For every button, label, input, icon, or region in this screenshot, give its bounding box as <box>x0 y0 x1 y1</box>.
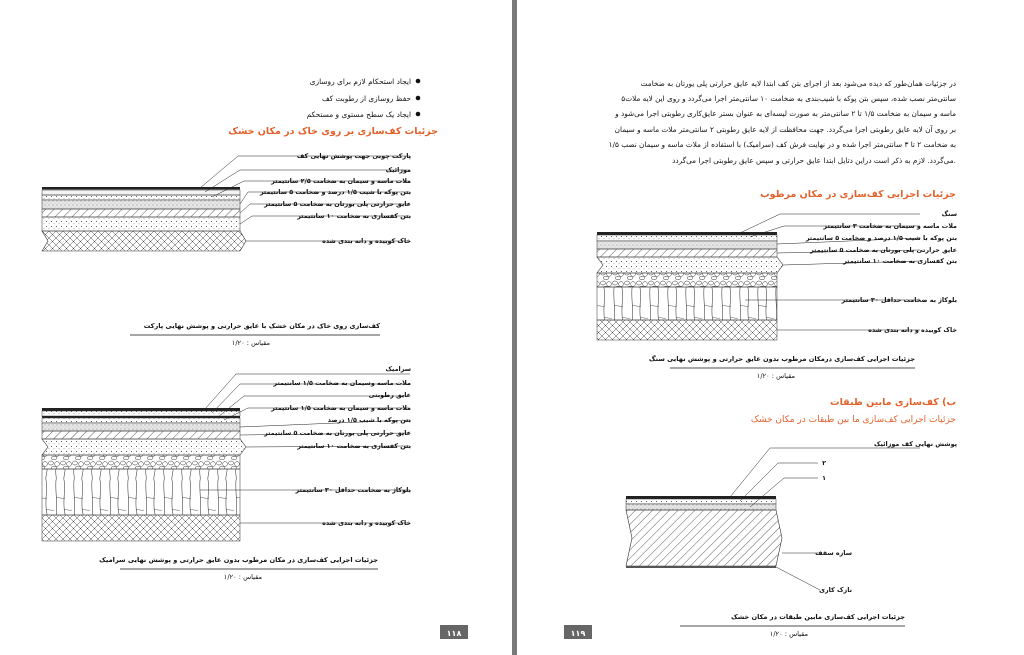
bullet-dot-1 <box>416 79 421 84</box>
fig2-scale: مقیاس : ۱/۲۰ <box>223 573 262 581</box>
fig1-scale: مقیاس : ۱/۲۰ <box>231 339 270 347</box>
paragraph-line-5: ۱/۵ به ضخامت ۲ تا ۳ سانتی‌متر اجرا شده و در نهایت فرش کف (سرامیک) با استفاده از ملات ماسه و سیمان نصب <box>608 140 956 149</box>
fig1-layer-concrete <box>42 217 240 231</box>
fig2-label-4: ملات ماسه و سیمان به ضخامت ۱/۵ سانتیمتر <box>271 404 411 412</box>
paragraph-line-4: بر روی آن لایه عایق رطوبتی اجرا می‌گردد. جهت محافظت از لایه عایق رطوبتی ۲ سانتی‌متر ملات ماسه و سیمان <box>614 125 956 134</box>
fig1-caption: کف‌سازی روی خاک در مکان خشک با عایق حرارتی و پوشش نهایی پارکت <box>143 322 380 330</box>
fig4-label-5: نازک کاری <box>819 586 852 594</box>
fig1-label-1: پارکت چوبی جهت پوشش نهایی کف <box>296 152 411 160</box>
fig2-layer-gravel <box>42 455 240 469</box>
bullet-dot-2 <box>416 96 421 101</box>
bullet-1: ایجاد استحکام لازم برای روسازی <box>309 77 411 86</box>
fig1-label-5: عایق حرارتی پلی یورتان به ضخامت ۵ سانتیمتر <box>264 200 411 208</box>
fig1-layer-parquet <box>42 187 240 190</box>
fig3-layer-concrete <box>597 257 783 273</box>
fig2-layer-concrete <box>42 439 246 455</box>
fig4-scale: مقیاس : ۱/۲۰ <box>769 630 808 638</box>
fig1-label-2: موزائیک <box>385 166 411 174</box>
fig1-layer-soil <box>42 231 246 251</box>
fig3-layer-gravel <box>597 273 777 287</box>
fig2-layer-mortar-1 <box>42 411 240 416</box>
fig4-layer-2 <box>626 499 776 504</box>
bullet-3: ایجاد یک سطح مستوی و مستحکم <box>306 110 411 119</box>
fig4-caption: جزئیات اجرایی کف‌سازی مابین طبقات در مکان خشک <box>730 613 905 621</box>
fig3-label-1: سنگ <box>941 210 957 218</box>
left-heading: جزئیات کف‌سازی بر روی خاک در مکان خشک <box>228 126 438 137</box>
fig4-label-1: پوشش نهایی کف موزائیک <box>874 440 957 448</box>
fig2-layer-mortar-2 <box>42 418 240 423</box>
fig2-label-3: عایق رطوبتی <box>368 391 411 399</box>
fig2-layer-pumice <box>42 423 240 431</box>
fig4-layer-finish <box>626 566 776 568</box>
fig1-label-4: بتن پوکه با شیب ۱/۵ درصد و ضخامت ۵ سانتیمتر <box>259 188 411 196</box>
figure-4 <box>626 440 957 638</box>
bullet-dot-3 <box>416 112 421 117</box>
right-page-number: ۱۱۹ <box>570 629 586 638</box>
fig1-label-3: ملات ماسه و سیمان به ضخامت ۲/۵ سانتیمتر <box>271 177 411 185</box>
fig1-layer-mortar <box>42 195 240 200</box>
fig4-layer-1 <box>626 504 776 510</box>
fig2-label-5: بتن پوکه با شیب ۱/۵ درصد <box>327 416 411 424</box>
fig4-label-2: ۲ <box>822 459 826 467</box>
fig3-label-4: عایق حرارتی پلی یورتان به ضخامت ۵ سانتیمتر <box>810 246 957 254</box>
fig2-layer-soil <box>42 515 240 541</box>
paragraph-line-6: می‌گردد. لازم به ذکر است دراین دتایل ابتدا عایق حرارتی و سپس عایق رطوبتی اجرا می‌گردد. <box>672 156 956 165</box>
right-subheading: جزئیات اجرایی کف‌سازی ما بین طبقات در مکان خشک <box>750 415 956 425</box>
right-heading-1: جزئیات اجرایی کف‌سازی در مکان مرطوب <box>760 189 956 200</box>
fig3-label-3: بتن پوکه با شیب ۱/۵ درصد و ضخامت ۵ سانتیمتر <box>805 234 957 242</box>
fig1-layer-pumice <box>42 200 240 209</box>
fig1-label-7: خاک کوبیده و دانه بندی شده <box>322 237 411 245</box>
fig4-layer-mosaic <box>626 496 776 499</box>
fig2-label-8: بلوکاژ به ضخامت حداقل ۳۰ سانتیمتر <box>295 486 411 494</box>
fig1-label-6: بتن کفسازی به ضخامت ۱۰ سانتیمتر <box>297 212 411 220</box>
fig4-label-4: سازه سقف <box>815 549 852 557</box>
figure-3 <box>597 210 957 380</box>
fig3-layer-mortar <box>597 235 777 241</box>
left-page-number: ۱۱۸ <box>446 629 462 638</box>
fig2-label-1: سرامیک <box>385 365 411 373</box>
fig2-label-2: ملات ماسه وسیمان به ضخامت ۱/۵ سانتیمتر <box>273 379 411 387</box>
fig3-label-2: ملات ماسه و سیمان به ضخامت ۳ سانتیمتر <box>823 222 957 230</box>
fig4-label-3: ۱ <box>822 474 826 482</box>
fig3-layer-pumice <box>597 241 777 249</box>
paragraph-line-2: ۵سانتی‌متر نصب شده، سپس بتن پوکه با شیب‌بندی به ضخامت ۱۰ سانتی‌متر اجرا می‌گردد و روی این لایه ملات <box>621 94 956 103</box>
fig3-layer-soil <box>597 320 777 340</box>
bullet-2: حفظ روسازی از رطوبت کف <box>321 94 411 103</box>
fig2-caption: جزئیات اجرایی کف‌سازی در مکان مرطوب بدون عایق حرارتی و پوشش نهایی سرامیک <box>99 556 378 564</box>
right-paragraph <box>609 79 956 165</box>
fig3-scale: مقیاس : ۱/۲۰ <box>756 372 795 380</box>
paragraph-line-1: در جزئیات همان‌طور که دیده می‌شود بعد از اجرای بتن کف ابتدا لایه عایق حرارتی پلی یورتان به ضخامت <box>640 79 956 88</box>
figure-1 <box>42 152 411 347</box>
fig1-layer-insulation <box>42 209 240 217</box>
fig3-label-6: بلوکاژ به ضخامت حداقل ۳۰ سانتیمتر <box>841 296 957 304</box>
figure-2 <box>42 365 411 581</box>
fig2-label-7: بتن کفسازی به ضخامت ۱۰ سانتیمتر <box>297 442 411 450</box>
fig3-layer-insulation <box>597 249 777 257</box>
fig4-layer-structure <box>626 510 782 566</box>
fig2-layer-insulation <box>42 431 240 439</box>
left-bullets <box>307 77 421 119</box>
fig3-layer-blockage <box>597 287 777 320</box>
right-heading-2: ب) کف‌سازی مابین طبقات <box>830 397 956 408</box>
fig2-label-6: عایق حرارتی پلی یورتان به ضخامت ۵ سانتیمتر <box>264 429 411 437</box>
fig3-layer-stone <box>597 232 777 235</box>
fig2-layer-ceramic <box>42 408 240 411</box>
fig1-layer-mosaic <box>42 190 240 195</box>
fig3-label-7: خاک کوبیده و دانه بندی شده <box>868 326 957 334</box>
fig2-label-9: خاک کوبیده و دانه بندی شده <box>322 519 411 527</box>
fig3-label-5: بتن کفسازی به ضخامت ۱۰ سانتیمتر <box>843 257 957 265</box>
fig2-layer-moisture <box>42 416 240 418</box>
fig3-caption: جزئیات اجرایی کف‌سازی درمکان مرطوب بدون عایق حرارتی و پوشش نهایی سنگ <box>648 355 915 363</box>
paragraph-line-3: ماسه و سیمان به ضخامت ۱/۵ تا ۲ سانتی‌متر به صورت لیسه‌ای به عنوان بستر عایق‌کاری رطوبتی اجرا می‌شود و <box>615 109 956 118</box>
fig2-layer-blockage <box>42 469 240 515</box>
